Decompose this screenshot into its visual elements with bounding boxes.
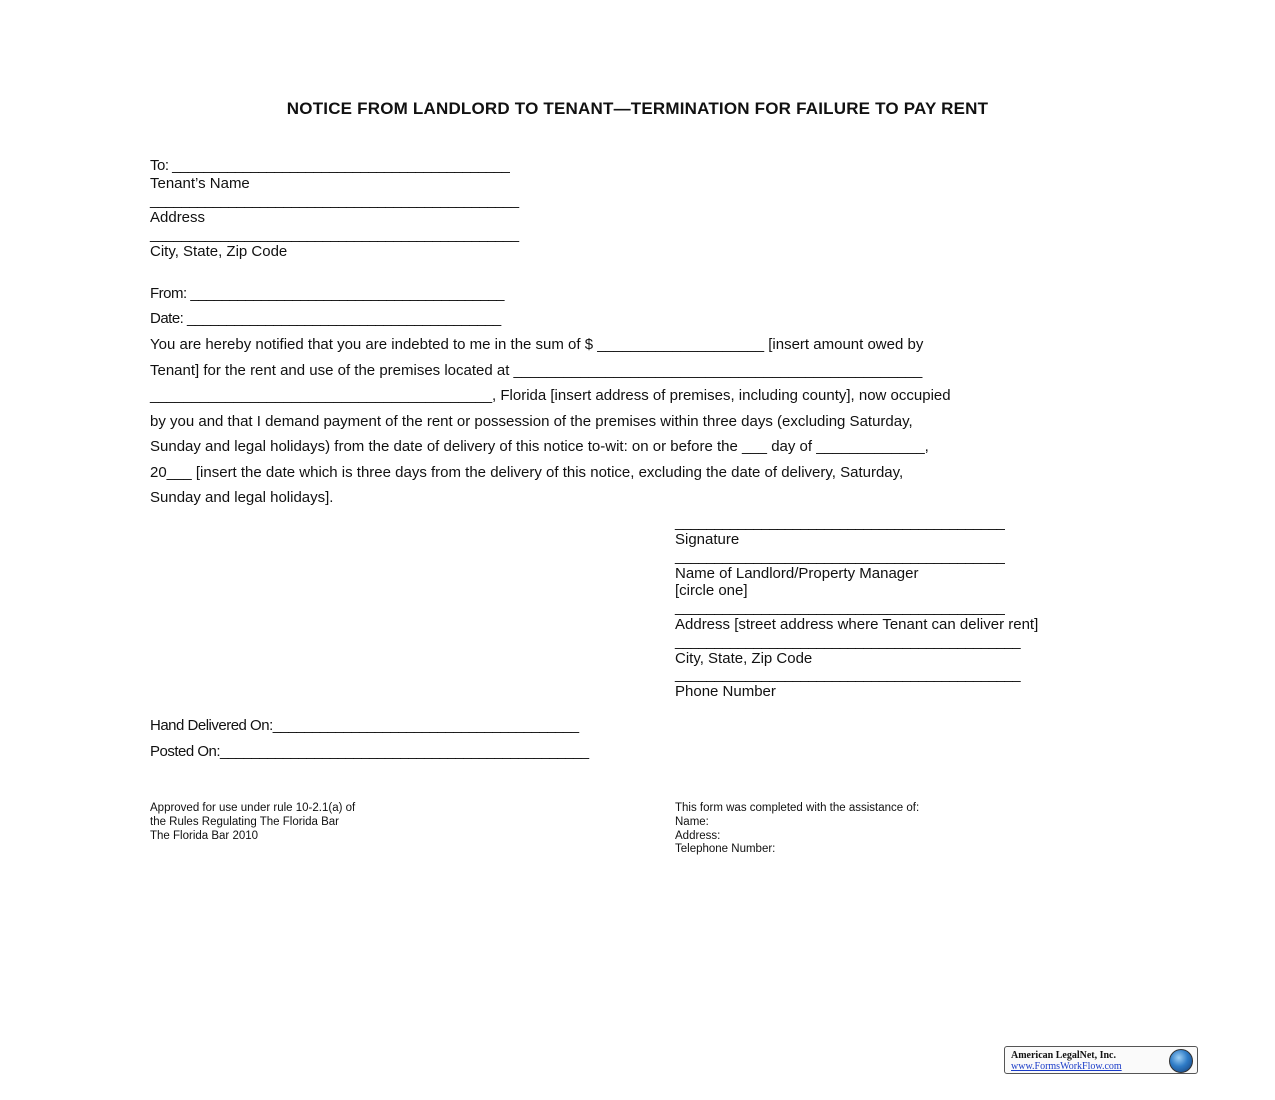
tenant-city-line: _______________________________________________: [150, 226, 519, 243]
notice-line: _________________________________________, Florida [insert address of premises, including county], now occupied: [150, 387, 951, 404]
landlord-address-label: Address [street address where Tenant can deliver rent]: [675, 616, 1039, 633]
landlord-address-line: __________________________________________: [675, 599, 1005, 616]
footer-approval-line: The Florida Bar 2010: [150, 830, 259, 842]
document-title: NOTICE FROM LANDLORD TO TENANT—TERMINATION FOR FAILURE TO PAY RENT: [286, 99, 989, 118]
landlord-city-label: City, State, Zip Code: [675, 650, 813, 667]
badge-url-link[interactable]: www.FormsWorkFlow.com: [1011, 1061, 1122, 1072]
badge-company: American LegalNet, Inc.: [1011, 1050, 1116, 1061]
signature-label: Signature: [675, 531, 740, 548]
notice-line: Sunday and legal holidays].: [150, 489, 334, 506]
footer-assistance-phone: Telephone Number:: [675, 843, 776, 855]
legalnet-badge[interactable]: [1004, 1046, 1198, 1074]
signature-line: __________________________________________: [675, 514, 1005, 531]
footer-assistance-line: This form was completed with the assistance of:: [675, 802, 920, 814]
notice-line: 20___ [insert the date which is three days from the delivery of this notice, excluding the date of delivery, Saturday,: [150, 463, 904, 481]
to-line: To: ___________________________________________: [150, 157, 510, 174]
tenant-city-label: City, State, Zip Code: [150, 243, 288, 260]
tenant-name-label: Tenant’s Name: [150, 175, 250, 192]
circle-one-note: [circle one]: [675, 582, 748, 599]
landlord-city-line: ____________________________________________: [675, 633, 1021, 650]
posted-line: Posted On:_______________________________________________: [150, 743, 589, 760]
notice-line: Tenant] for the rent and use of the premises located at _________________________________________________: [150, 361, 923, 379]
tenant-address-label: Address: [150, 209, 206, 226]
footer-assistance-name: Name:: [675, 816, 709, 828]
date-line: Date: ________________________________________: [150, 310, 501, 327]
footer-approval-line: Approved for use under rule 10-2.1(a) of: [150, 802, 356, 814]
landlord-name-label: Name of Landlord/Property Manager: [675, 565, 919, 582]
landlord-phone-line: ____________________________________________: [675, 666, 1021, 683]
footer-approval-line: the Rules Regulating The Florida Bar: [150, 816, 340, 828]
hand-delivered-line: Hand Delivered On:_______________________________________: [150, 717, 579, 734]
notice-line: Sunday and legal holidays) from the date of delivery of this notice to-wit: on or before the ___ day of _____________,: [150, 438, 929, 455]
landlord-name-line: __________________________________________: [675, 548, 1005, 565]
notice-line: by you and that I demand payment of the rent or possession of the premises within three days (excluding Saturday,: [150, 412, 913, 430]
notice-paragraph: [150, 332, 1126, 511]
landlord-phone-label: Phone Number: [675, 683, 776, 700]
tenant-address-line: _______________________________________________: [150, 192, 519, 209]
footer-assistance-address: Address:: [675, 830, 721, 842]
globe-icon: [1169, 1049, 1193, 1073]
notice-line: You are hereby notified that you are indebted to me in the sum of $ ____________________ [insert amount owed by: [150, 336, 924, 353]
from-line: From: ________________________________________: [150, 285, 505, 302]
